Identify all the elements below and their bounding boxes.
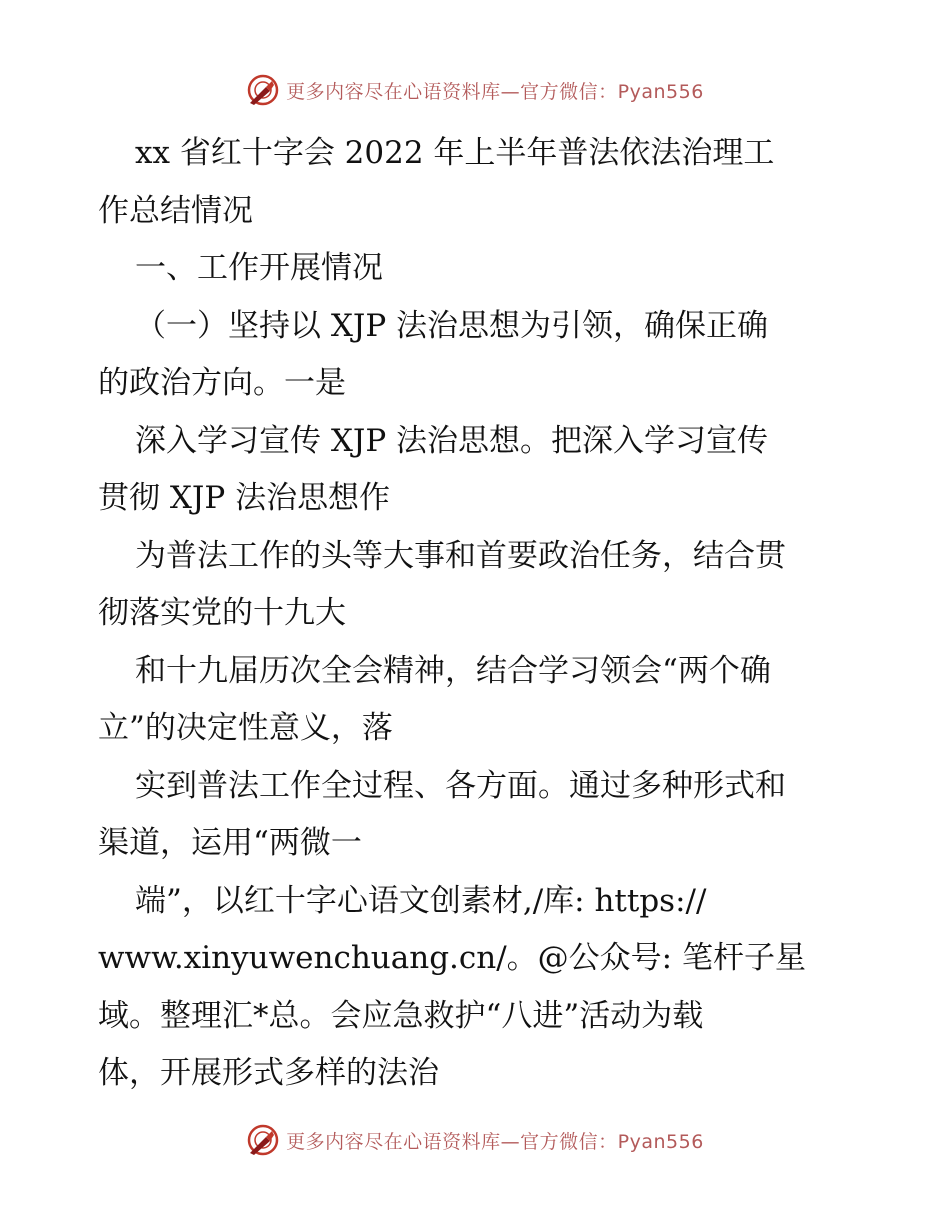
document-body xyxy=(98,125,858,1103)
document-line: xx 省红十字会 2022 年上半年普法依法治理工 xyxy=(135,135,775,171)
document-line: 作总结情况 xyxy=(98,192,253,229)
document-line: 为普法工作的头等大事和首要政治任务，结合贯 xyxy=(135,537,786,574)
document-line: （一）坚持以 XJP 法治思想为引领，确保正确 xyxy=(135,307,769,344)
pen-logo-icon xyxy=(246,73,280,107)
document-line: 贯彻 XJP 法治思想作 xyxy=(98,480,391,516)
document-line: 实到普法工作全过程、各方面。通过多种形式和 xyxy=(135,767,786,804)
footer-watermark-banner xyxy=(0,1120,950,1160)
document-line: 一、工作开展情况 xyxy=(135,250,383,286)
document-line: 渠道，运用“两微一 xyxy=(98,825,362,861)
document-line: 彻落实党的十九大 xyxy=(98,595,346,631)
document-line: 端”，以红十字心语文创素材,/库: https:// xyxy=(135,882,707,919)
document-line: 深入学习宣传 XJP 法治思想。把深入学习宣传 xyxy=(135,422,769,459)
header-watermark-banner xyxy=(0,70,950,110)
document-line: 域。整理汇*总。会应急救护“八进”活动为载 xyxy=(98,997,704,1034)
document-line: 立”的决定性意义，落 xyxy=(98,710,393,746)
document-line: 的政治方向。一是 xyxy=(98,365,346,401)
document-line: 和十九届历次全会精神，结合学习领会“两个确 xyxy=(135,652,771,689)
document-line: www.xinyuwenchuang.cn/。@公众号: 笔杆子星 xyxy=(98,940,806,976)
document-line: 体，开展形式多样的法治 xyxy=(98,1055,439,1091)
pen-logo-icon xyxy=(246,1123,280,1157)
header-banner-text: 更多内容尽在心语资料库—官方微信：Pyan556 xyxy=(286,80,704,103)
footer-banner-text: 更多内容尽在心语资料库—官方微信：Pyan556 xyxy=(286,1130,704,1153)
